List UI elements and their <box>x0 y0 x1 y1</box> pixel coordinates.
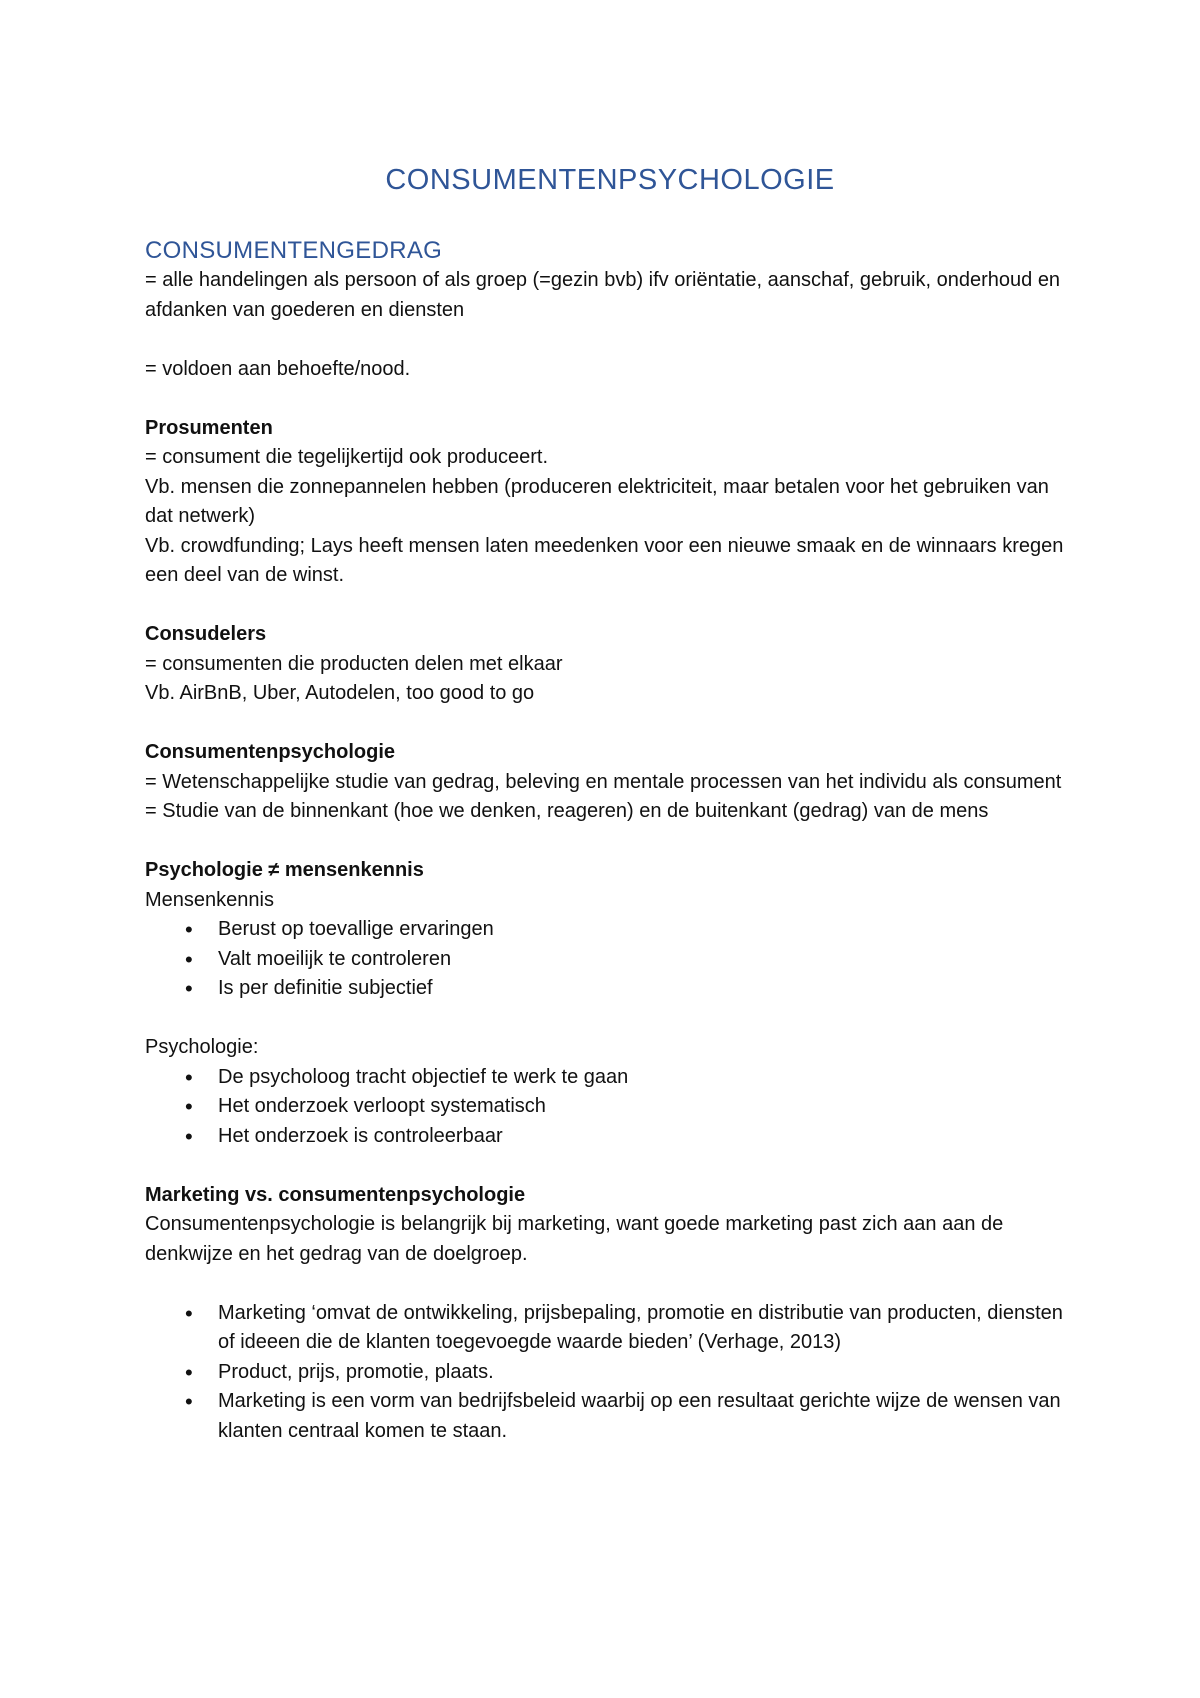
list-item: • De psycholoog tracht objectief te werk te gaan <box>145 1063 1075 1093</box>
definition-behoefte: = voldoen aan behoefte/nood. <box>145 357 411 380</box>
list-item: • Marketing ‘omvat de ontwikkeling, prijsbepaling, promotie en distributie van producten, diensten of ideeen die de klanten toegevoegde waarde bieden’ (Verhage, 2013) <box>145 1299 1075 1358</box>
list-marketing <box>145 1299 1075 1447</box>
list-item: • Het onderzoek is controleerbaar <box>145 1122 1075 1152</box>
list-item: • Het onderzoek verloopt systematisch <box>145 1092 1075 1122</box>
marketing-intro: Consumentenpsychologie is belangrijk bij marketing, want goede marketing past zich aan aan de denkwijze en het gedrag van de doelgroep. <box>145 1213 1004 1265</box>
subheading-consumentenpsychologie: Consumentenpsychologie <box>145 741 396 763</box>
list-item: • Marketing is een vorm van bedrijfsbeleid waarbij op een resultaat gerichte wijze de wensen van klanten centraal komen te staan. <box>145 1387 1075 1446</box>
list-item: • Valt moeilijk te controleren <box>145 945 1075 975</box>
consumentenpsychologie-line: = Studie van de binnenkant (hoe we denken, reageren) en de buitenkant (gedrag) van de mens <box>145 800 989 822</box>
subheading-psychologie-vs-mensenkennis: Psychologie ≠ mensenkennis <box>145 859 424 881</box>
list-psychologie <box>145 1063 1075 1152</box>
subheading-prosumenten: Prosumenten <box>145 416 273 439</box>
list-item: • Berust op toevallige ervaringen <box>145 915 1075 945</box>
definition-consumentengedrag: = alle handelingen als persoon of als groep (=gezin bvb) ifv oriëntatie, aanschaf, gebruik, onderhoud en afdanken van goederen en diensten <box>145 269 1061 321</box>
label-psychologie: Psychologie: <box>145 1036 259 1058</box>
prosumenten-line: Vb. crowdfunding; Lays heeft mensen laten meedenken voor een nieuwe smaak en de winnaars kregen een deel van de winst. <box>145 534 1064 586</box>
section-heading-consumentengedrag: CONSUMENTENGEDRAG <box>145 237 443 264</box>
prosumenten-line: Vb. mensen die zonnepannelen hebben (produceren elektriciteit, maar betalen voor het gebruiken van dat netwerk) <box>145 475 1049 527</box>
list-mensenkennis <box>145 915 1075 1004</box>
list-item: • Is per definitie subjectief <box>145 974 1075 1004</box>
consudelers-line: Vb. AirBnB, Uber, Autodelen, too good to go <box>145 682 535 704</box>
subheading-consudelers: Consudelers <box>145 623 267 645</box>
prosumenten-line: = consument die tegelijkertijd ook produceert. <box>145 446 549 468</box>
list-item: • Product, prijs, promotie, plaats. <box>145 1358 1075 1388</box>
page-title: CONSUMENTENPSYCHOLOGIE <box>385 164 835 196</box>
label-mensenkennis: Mensenkennis <box>145 888 274 911</box>
consudelers-line: = consumenten die producten delen met elkaar <box>145 652 563 675</box>
document-body <box>145 160 1075 1446</box>
subheading-marketing: Marketing vs. consumentenpsychologie <box>145 1183 526 1206</box>
consumentenpsychologie-line: = Wetenschappelijke studie van gedrag, beleving en mentale processen van het individu als consument <box>145 770 1062 793</box>
